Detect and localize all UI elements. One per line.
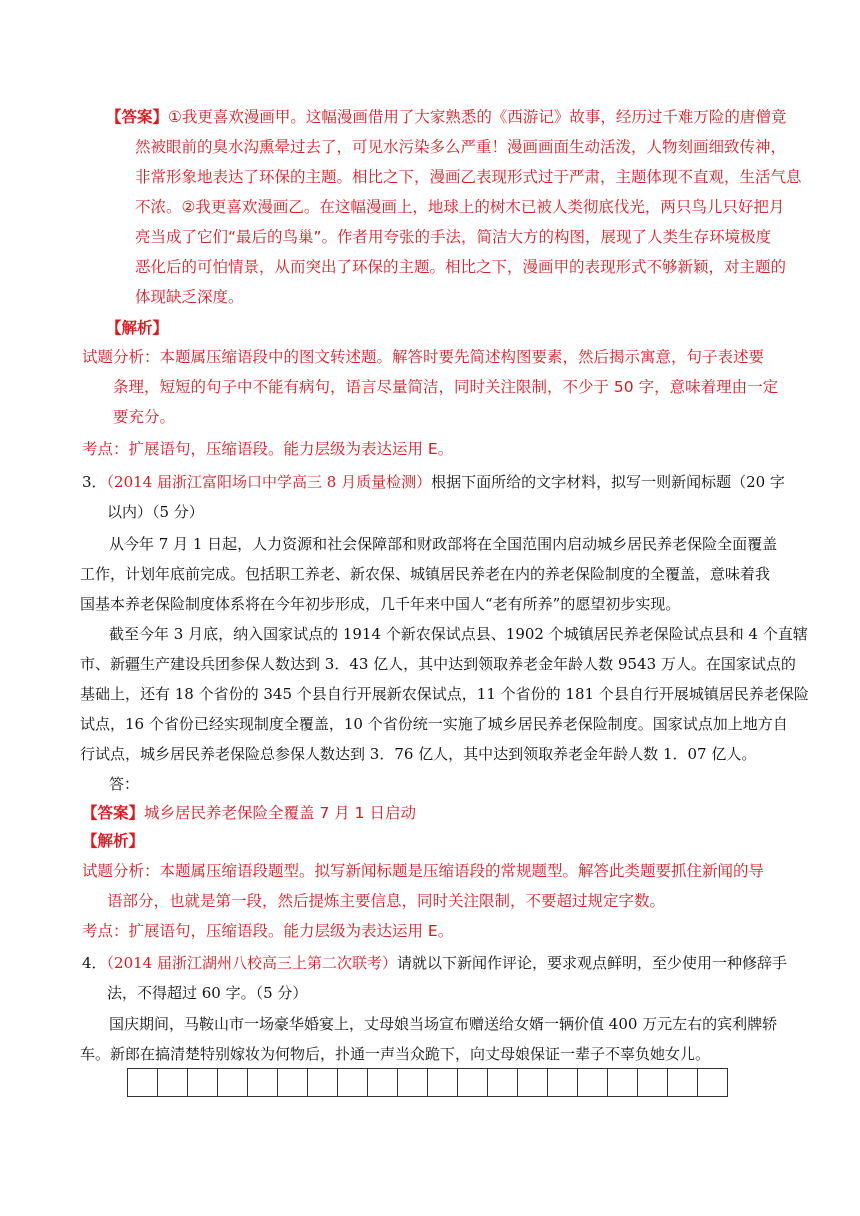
- answer-grid-cell[interactable]: [248, 1068, 278, 1097]
- q3-para2-line-5: 行试点，城乡居民养老保险总参保人数达到 3．76 亿人，其中达到领取养老金年龄人数 1．07 亿人。: [80, 745, 757, 763]
- q3-source: （2014 届浙江富阳场口中学高三 8 月质量检测）: [106, 473, 432, 491]
- q2-analysis-block: [82, 342, 778, 464]
- q3-kaodian: 考点：扩展语句，压缩语段。能力层级为表达运用 E。: [82, 922, 454, 940]
- answer-grid-cell[interactable]: [458, 1068, 488, 1097]
- answer-grid-cell[interactable]: [128, 1068, 158, 1097]
- q3-material: [80, 529, 809, 799]
- answer-grid-cell[interactable]: [398, 1068, 428, 1097]
- q3-question: [82, 467, 785, 527]
- q2-analysis-line-1: 试题分析：本题属压缩语段中的图文转述题。解答时要先简述构图要素，然后揭示寓意，句子表述要: [82, 348, 765, 366]
- q2-analysis-line-2: 条理，短短的句子中不能有病句，语言尽量简洁，同时关注限制，不少于 50 字，意味着理由一定: [113, 378, 779, 396]
- q3-question-line-1: 3．（2014 届浙江富阳场口中学高三 8 月质量检测）根据下面所给的文字材料，拟写一则新闻标题（20 字: [82, 473, 785, 491]
- answer-grid-cell[interactable]: [668, 1068, 698, 1097]
- q3-para2-line-3: 基础上，还有 18 个省份的 345 个县自行开展新农保试点，11 个省份的 181 个县自行开展城镇居民养老保险: [80, 685, 809, 703]
- q2-answer-line-3: 非常形象地表达了环保的主题。相比之下，漫画乙表现形式过于严肃，主题体现不直观，生活气息: [135, 168, 802, 186]
- answer-grid-cell[interactable]: [338, 1068, 368, 1097]
- answer-tag: 【答案】: [106, 108, 169, 126]
- answer-grid-cell[interactable]: [578, 1068, 608, 1097]
- q4-source: （2014 届浙江湖州八校高三上第二次联考）: [106, 954, 397, 972]
- q2-kaodian: 考点：扩展语句，压缩语段。能力层级为表达运用 E。: [82, 440, 454, 458]
- q3-para2-line-1: 截至今年 3 月底，纳入国家试点的 1914 个新农保试点县、1902 个城镇居民养老保险试点县和 4 个直辖: [109, 625, 808, 643]
- q2-answer-block: [106, 102, 802, 312]
- q3-para2-line-2: 市、新疆生产建设兵团参保人数达到 3．43 亿人，其中达到领取养老金年龄人数 9543 万人。在国家试点的: [80, 655, 796, 673]
- q4-material: [80, 1009, 777, 1069]
- q3-answer-block: [82, 798, 764, 946]
- answer-grid-cell[interactable]: [698, 1068, 728, 1097]
- q4-question-line-2: 法，不得超过 60 字。（5 分）: [107, 984, 308, 1002]
- answer-grid-cell[interactable]: [608, 1068, 638, 1097]
- q2-analysis-line-3: 要充分。: [113, 408, 176, 426]
- answer-grid-cell[interactable]: [158, 1068, 188, 1097]
- q2-analysis-tag: 【解析】: [106, 319, 169, 337]
- answer-grid-cell[interactable]: [518, 1068, 548, 1097]
- q4-para1-line-2: 车。新郎在搞清楚特别嫁妆为何物后，扑通一声当众跪下，向丈母娘保证一辈子不辜负她女儿。: [80, 1045, 711, 1063]
- q2-answer-line-2: 然被眼前的臭水沟熏晕过去了，可见水污染多么严重！漫画画面生动活泼，人物刻画细致传神，: [135, 138, 787, 156]
- answer-grid-cell[interactable]: [368, 1068, 398, 1097]
- q3-para2-line-4: 试点，16 个省份已经实现制度全覆盖，10 个省份统一实施了城乡居民养老保险制度。国家试点加上地方自: [80, 715, 788, 733]
- q4-para1-line-1: 国庆期间，马鞍山市一场豪华婚宴上，丈母娘当场宣布赠送给女婿一辆价值 400 万元左右的宾利牌轿: [109, 1015, 778, 1033]
- q3-analysis-line-2: 语部分，也就是第一段，然后提炼主要信息，同时关注限制，不要超过规定字数。: [107, 892, 666, 910]
- q3-para1-line-1: 从今年 7 月 1 日起，人力资源和社会保障部和财政部将在全国范围内启动城乡居民养老保险全面覆盖: [109, 535, 778, 553]
- q4-number: 4．: [82, 954, 107, 972]
- answer-grid-cell[interactable]: [638, 1068, 668, 1097]
- q3-para1-line-2: 工作，计划年底前完成。包括职工养老、新农保、城镇居民养老在内的养老保险制度的全覆盖，意味着我: [80, 565, 771, 583]
- answer-grid[interactable]: [127, 1068, 728, 1097]
- q3-para1-line-3: 国基本养老保险制度体系将在今年初步形成，几千年来中国人“老有所养”的愿望初步实现。: [80, 595, 681, 613]
- answer-grid-cell[interactable]: [308, 1068, 338, 1097]
- q3-number: 3．: [82, 473, 107, 491]
- answer-grid-cell[interactable]: [278, 1068, 308, 1097]
- q2-answer-line-6: 恶化后的可怕情景，从而突出了环保的主题。相比之下，漫画甲的表现形式不够新颖，对主题的: [135, 258, 787, 276]
- answer-grid-cell[interactable]: [548, 1068, 578, 1097]
- q2-answer-line-5: 亮当成了它们“最后的鸟巢”。作者用夸张的手法，简洁大方的构图，展现了人类生存环境极度: [135, 228, 772, 246]
- q3-answer-line: 【答案】城乡居民养老保险全覆盖 7 月 1 日启动: [82, 804, 416, 822]
- q3-analysis-line-1: 试题分析：本题属压缩语段题型。拟写新闻标题是压缩语段的常规题型。解答此类题要抓住新闻的导: [82, 862, 765, 880]
- answer-grid-cell[interactable]: [428, 1068, 458, 1097]
- q2-answer-line-1: 【答案】①我更喜欢漫画甲。这幅漫画借用了大家熟悉的《西游记》故事，经历过千难万险的唐僧竟: [106, 108, 787, 126]
- q3-answer-prompt: 答：: [109, 775, 140, 793]
- q3-question-line-2: 以内）（5 分）: [107, 503, 204, 521]
- q4-question: [82, 948, 787, 1008]
- answer-grid-cell[interactable]: [188, 1068, 218, 1097]
- q2-answer-line-4: 不浓。②我更喜欢漫画乙。在这幅漫画上，地球上的树木已被人类彻底伐光，两只鸟儿只好把月: [135, 198, 785, 216]
- answer-grid-cell[interactable]: [488, 1068, 518, 1097]
- answer-grid-cell[interactable]: [218, 1068, 248, 1097]
- q4-question-line-1: 4．（2014 届浙江湖州八校高三上第二次联考）请就以下新闻作评论，要求观点鲜明，至少使用一种修辞手: [82, 954, 788, 972]
- q2-answer-line-7: 体现缺乏深度。: [135, 288, 244, 306]
- q3-analysis-tag: 【解析】: [82, 832, 145, 850]
